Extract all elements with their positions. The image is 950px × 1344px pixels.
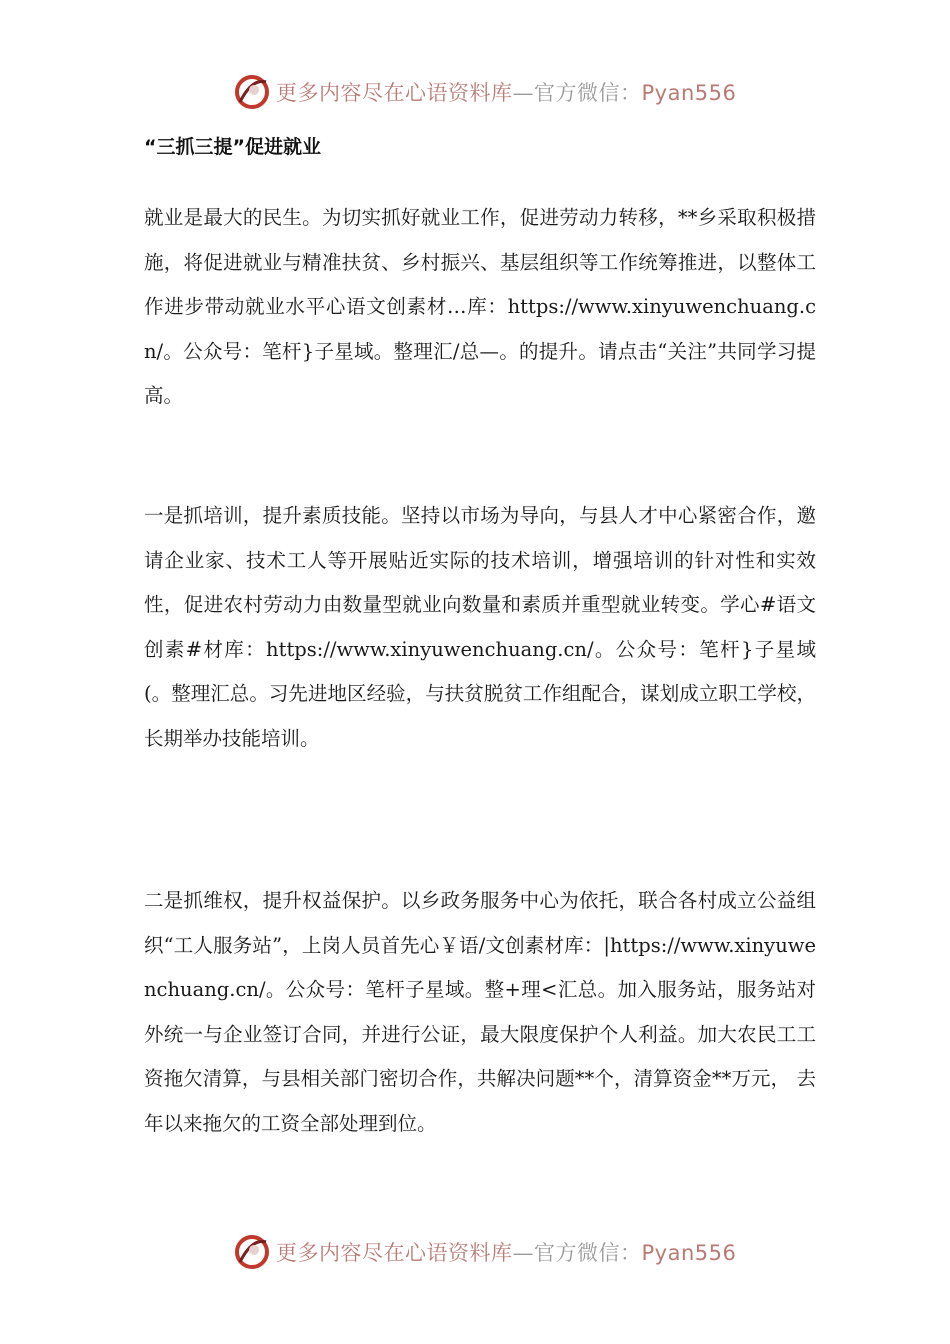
article-paragraph: 一是抓培训，提升素质技能。坚持以市场为导向，与县人才中心紧密合作，邀请企业家、技术工人等开展贴近实际的技术培训，增强培训的针对性和实效性，促进农村劳动力由数量型就业向数量和素质并重型就业转变。学心#语文创素#材库：https://www.xinyuwenchuang.cn/。公众号：笔杆}子星域(。整理汇总。习先进地区经验，与扶贫脱贫工作组配合，谋划成立职工学校， 长期举办技能培训。 xyxy=(144,504,816,750)
header-banner-sub: —官方微信： xyxy=(512,81,642,105)
header-banner-text xyxy=(276,77,736,107)
footer-banner-sub: —官方微信： xyxy=(512,1241,642,1265)
xinyu-logo-icon xyxy=(232,1232,272,1272)
footer-banner-main: 更多内容尽在心语资料库 xyxy=(276,1241,513,1265)
header-banner-wechat-id: Pyan556 xyxy=(641,81,737,105)
article-paragraph: 就业是最大的民生。为切实抓好就业工作，促进劳动力转移，**乡采取积极措施，将促进就业与精准扶贫、乡村振兴、基层组织等工作统筹推进，以整体工作进步带动就业水平心语文创素材…库：https://www.xinyuwenchuang.cn/。公众号：笔杆}子星域。整理汇/总—。的提升。请点击“关注”共同学习提高。 xyxy=(144,206,816,407)
article-paragraph: 二是抓维权，提升权益保护。以乡政务服务中心为依托，联合各村成立公益组织“工人服务站”，上岗人员首先心￥语/文创素材库：|https://www.xinyuwenchuang.cn/。公众号：笔杆子星域。整+理<汇总。加入服务站，服务站对外统一与企业签订合同，并进行公证，最大限度保护个人利益。加大农民工工资拖欠清算，与县相关部门密切合作，共解决问题**个，清算资金**万元， 去年以来拖欠的工资全部处理到位。 xyxy=(144,889,816,1135)
xinyu-logo-icon xyxy=(232,72,272,112)
header-banner xyxy=(232,72,736,112)
footer-banner-text xyxy=(276,1237,736,1267)
header-banner-main: 更多内容尽在心语资料库 xyxy=(276,81,513,105)
footer-banner xyxy=(232,1232,736,1272)
article-title: “三抓三提”促进就业 xyxy=(144,136,321,158)
footer-banner-wechat-id: Pyan556 xyxy=(641,1241,737,1265)
